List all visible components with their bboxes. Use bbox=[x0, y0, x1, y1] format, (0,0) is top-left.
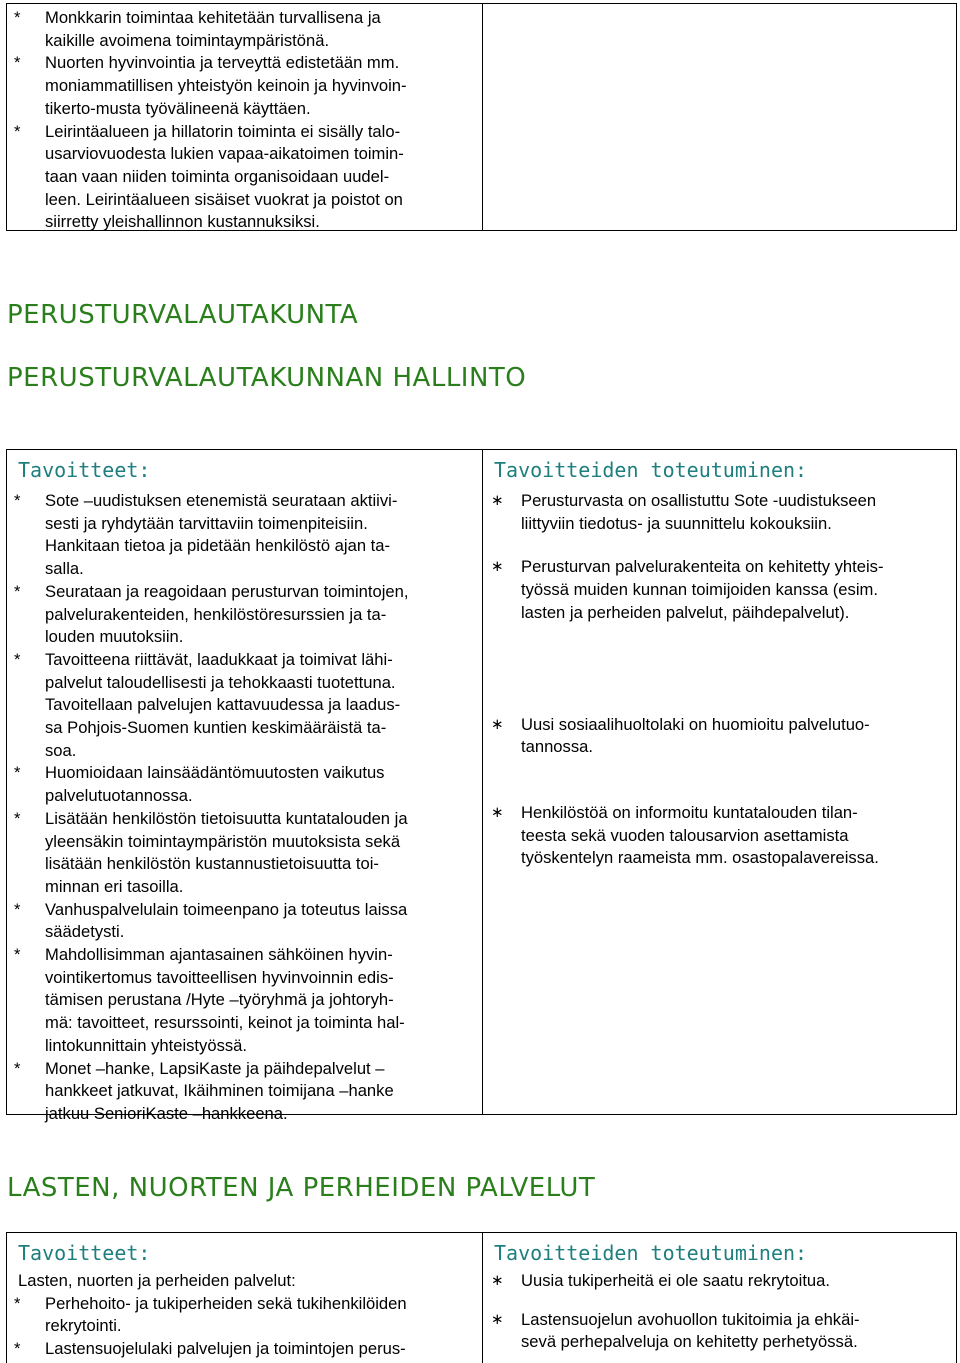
list-item-text: Nuorten hyvinvointia ja terveyttä edistetään mm. moniammatillisen yhteistyön keinoin ja hyvinvoin- tikerto-musta työvälineenä käyttäen. bbox=[45, 53, 407, 118]
top-table-right-cell bbox=[483, 4, 956, 230]
bullet-marker: * bbox=[14, 899, 21, 919]
list-item-text: Lisätään henkilöstön tietoisuutta kuntatalouden ja yleensäkin toimintaympäristön muutoksista sekä lisätään henkilöstön kustannustietoisuutta toi- minnan eri tasoilla. bbox=[45, 808, 408, 896]
section-heading: LASTEN, NUORTEN JA PERHEIDEN PALVELUT bbox=[7, 1173, 596, 1203]
goals-header: Tavoitteet: bbox=[18, 1241, 151, 1265]
list-item bbox=[7, 121, 482, 235]
list-item bbox=[7, 1058, 482, 1126]
bullet-marker: * bbox=[14, 808, 21, 828]
results-column bbox=[483, 1233, 956, 1363]
list-item-text: Lastensuojelulaki palvelujen ja toimintojen perus- bbox=[45, 1339, 406, 1359]
bullet-marker: * bbox=[14, 649, 21, 669]
list-item bbox=[483, 714, 956, 759]
list-item-text: Sote –uudistuksen etenemistä seurataan aktiivi- sesti ja ryhdytään tarvittaviin toimenpiteisiin. Hankitaan tietoa ja pidetään henkilöstö ajan ta- salla. bbox=[45, 491, 398, 579]
list-item bbox=[7, 490, 482, 581]
list-item-text: Lastensuojelun avohuollon tukitoimia ja ehkäi- sevä perhepalveluja on kehitetty perhetyössä. bbox=[521, 1309, 860, 1352]
bullet-marker: * bbox=[14, 53, 21, 73]
goals-header: Tavoitteet: bbox=[18, 458, 151, 482]
list-item-text: Mahdollisimman ajantasainen sähköinen hyvin- vointikertomus tavoitteellisen hyvinvoinnin edis- tämisen perustana /Hyte –työryhmä ja johtoryh- mä: tavoitteet, resurssointi, keinot ja toiminta hal- lintokunnittain yhteistyössä. bbox=[45, 945, 405, 1055]
list-item bbox=[7, 7, 482, 52]
bullet-marker: * bbox=[14, 1058, 21, 1078]
bullet-marker: ∗ bbox=[491, 715, 504, 733]
list-item-text: Perusturvan palvelurakenteita on kehitetty yhteis- työssä muiden kunnan toimijoiden kanssa (esim. lasten ja perheiden palvelut, päihdepalvelut). bbox=[521, 557, 884, 622]
list-item-text: Perusturvasta on osallistuttu Sote -uudistukseen liittyviin tiedotus- ja suunnittelu kokouksiin. bbox=[521, 491, 877, 533]
bullet-marker: * bbox=[14, 491, 21, 510]
list-item bbox=[7, 1293, 482, 1338]
list-item-text: Tavoitteena riittävät, laadukkaat ja toimivat lähi- palvelut taloudellisesti ja tehokkaasti tuotettuna. Tavoitellaan palvelujen kattavuudessa ja laadus- sa Pohjois-Suomen kuntien keskimääräistä ta- soa. bbox=[45, 649, 401, 760]
results-header: Tavoitteiden toteutuminen: bbox=[494, 458, 808, 482]
section-subheading: PERUSTURVALAUTAKUNNAN HALLINTO bbox=[7, 363, 527, 393]
bullet-marker: * bbox=[14, 1293, 21, 1313]
bullet-marker: * bbox=[14, 8, 21, 27]
subsection-label: Lasten, nuorten ja perheiden palvelut: bbox=[18, 1271, 296, 1290]
list-item bbox=[7, 649, 482, 763]
list-item-text: Monkkarin toimintaa kehitetään turvallisena ja kaikille avoimena toimintaympäristönä. bbox=[45, 8, 381, 50]
goals-column bbox=[7, 1233, 483, 1363]
list-item-text: Henkilöstöä on informoitu kuntatalouden tilan- teesta sekä vuoden talousarvion asettamista työskentelyn raameista mm. osastopalavereissa. bbox=[521, 802, 879, 868]
list-item bbox=[483, 802, 956, 870]
list-item-text: Seurataan ja reagoidaan perusturvan toimintojen, palvelurakenteiden, henkilöstöresurssien ja ta- louden muutoksiin. bbox=[45, 581, 409, 647]
list-item bbox=[7, 52, 482, 120]
bullet-marker: * bbox=[14, 121, 21, 141]
bullet-marker: ∗ bbox=[491, 803, 504, 821]
goals-table bbox=[6, 449, 957, 1123]
bullet-marker: * bbox=[14, 581, 21, 601]
list-item bbox=[483, 556, 956, 624]
bullet-marker: ∗ bbox=[491, 1310, 504, 1328]
bullet-marker: * bbox=[14, 763, 21, 783]
list-item-text: Vanhuspalvelulain toimeenpano ja toteutus laissa säädetysti. bbox=[45, 899, 408, 942]
list-item bbox=[7, 1338, 482, 1361]
list-item-text: Perhehoito- ja tukiperheiden sekä tukihenkilöiden rekrytointi. bbox=[45, 1293, 407, 1336]
list-item bbox=[7, 762, 482, 807]
list-item bbox=[483, 490, 956, 535]
top-table-left-cell bbox=[7, 4, 483, 230]
section-heading: PERUSTURVALAUTAKUNTA bbox=[7, 300, 359, 330]
list-item-text: Monet –hanke, LapsiKaste ja päihdepalvelut – hankkeet jatkuvat, Ikäihminen toimijana –hanke jatkuu SenioriKaste –hankkeena. bbox=[45, 1058, 394, 1123]
list-item-text: Leirintäalueen ja hillatorin toiminta ei sisälly talo- usarviovuodesta lukien vapaa-aikatoimen toimin- taan vaan niiden toiminta organisoidaan uudel- leen. Leirintäalueen sisäiset vuokrat ja poistot on siirretty yleishallinnon kustannuksiksi. bbox=[45, 121, 404, 232]
results-header: Tavoitteiden toteutuminen: bbox=[494, 1241, 808, 1265]
list-item bbox=[483, 1270, 956, 1293]
bullet-marker: ∗ bbox=[491, 492, 504, 509]
goals-column bbox=[7, 450, 483, 1123]
top-table bbox=[6, 3, 957, 231]
bullet-marker: ∗ bbox=[491, 558, 504, 576]
bullet-marker: * bbox=[14, 1339, 21, 1359]
list-item bbox=[7, 944, 482, 1058]
list-item-text: Uusi sosiaalihuoltolaki on huomioitu palvelutuo- tannossa. bbox=[521, 714, 870, 757]
list-item-text: Uusia tukiperheitä ei ole saatu rekrytoitua. bbox=[521, 1271, 830, 1290]
list-item bbox=[7, 899, 482, 944]
bullet-marker: * bbox=[14, 945, 21, 965]
list-item bbox=[7, 581, 482, 649]
bullet-marker: ∗ bbox=[491, 1272, 504, 1289]
list-item-text: Huomioidaan lainsäädäntömuutosten vaikutus palvelutuotannossa. bbox=[45, 763, 385, 806]
goals-table bbox=[6, 1232, 957, 1363]
results-column bbox=[483, 450, 956, 1114]
list-item bbox=[7, 808, 482, 899]
list-item bbox=[483, 1309, 956, 1354]
